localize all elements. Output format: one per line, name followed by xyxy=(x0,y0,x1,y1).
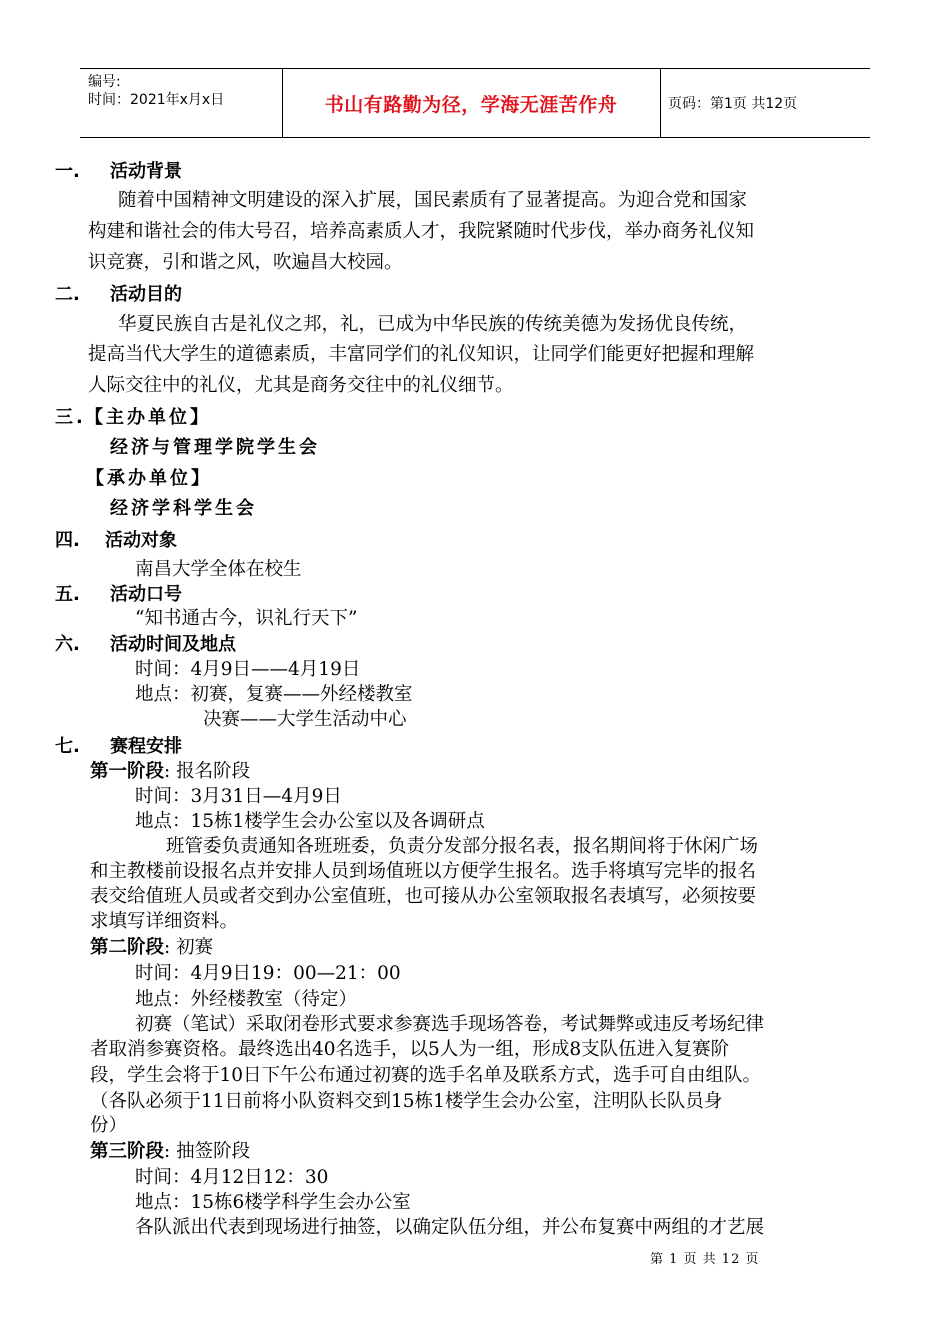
paragraph-line: 段，学生会将于10日下午公布通过初赛的选手名单及联系方式，选手可自由组队。 xyxy=(90,1065,762,1086)
paragraph-line: 识竞赛，引和谐之风，吹遍昌大校园。 xyxy=(88,252,403,273)
organizer-name: 经济与管理学院学生会 xyxy=(110,437,320,458)
section-heading xyxy=(55,406,211,430)
section-number: 六. xyxy=(55,634,80,655)
section-title: 活动对象 xyxy=(105,530,177,551)
slogan-text: “知书通古今，识礼行天下” xyxy=(135,608,358,629)
paragraph-line: 华夏民族自古是礼仪之邦，礼，已成为中华民族的传统美德为发扬优良传统， xyxy=(118,314,748,335)
stage-heading xyxy=(90,936,213,960)
section-heading xyxy=(55,735,182,759)
stage-time: 时间：3月31日—4月9日 xyxy=(135,786,342,807)
header-number-label: 编号: xyxy=(88,74,121,90)
section-title: 活动口号 xyxy=(110,584,182,605)
section-title: 活动目的 xyxy=(110,284,182,305)
section-number: 三. xyxy=(55,407,86,428)
paragraph-line: （各队必须于11日前将小队资料交到15栋1楼学生会办公室，注明队长队员身 xyxy=(90,1091,723,1112)
stage-heading xyxy=(90,760,250,784)
stage-place: 地点：15栋1楼学生会办公室以及各调研点 xyxy=(135,811,485,832)
stage-place: 地点：15栋6楼学科学生会办公室 xyxy=(135,1192,411,1213)
section-number: 七. xyxy=(55,736,80,757)
stage-time: 时间：4月12日12：30 xyxy=(135,1167,329,1188)
stage-name: : 抽签阶段 xyxy=(164,1141,251,1162)
paragraph-line: 构建和谐社会的伟大号召，培养高素质人才，我院紧随时代步伐，举办商务礼仪知 xyxy=(88,221,755,242)
event-place-final: 决赛——大学生活动中心 xyxy=(203,709,407,730)
paragraph-line: 表交给值班人员或者交到办公室值班，也可接从办公室领取报名表填写，必须按要 xyxy=(90,886,757,907)
stage-name: : 初赛 xyxy=(164,937,214,958)
stage-label: 第二阶段 xyxy=(90,937,165,958)
section-heading xyxy=(55,160,182,184)
section-number: 一. xyxy=(55,161,80,182)
section-heading xyxy=(55,283,182,307)
paragraph-line: 南昌大学全体在校生 xyxy=(135,559,302,580)
co-organizer-name: 经济学科学生会 xyxy=(110,498,257,519)
page-footer: 第 1 页 共 12 页 xyxy=(650,1252,760,1267)
paragraph-line: 份） xyxy=(90,1115,128,1136)
event-place: 地点：初赛，复赛——外经楼教室 xyxy=(135,684,413,705)
section-heading xyxy=(55,633,236,657)
header-motto: 书山有路勤为径，学海无涯苦作舟 xyxy=(324,93,618,116)
section-title: 赛程安排 xyxy=(110,736,182,757)
paragraph-line: 和主教楼前设报名点并安排人员到场值班以方便学生报名。选手将填写完毕的报名 xyxy=(90,861,757,882)
paragraph-line: 班管委负责通知各班班委，负责分发部分报名表，报名期间将于休闲广场 xyxy=(166,836,759,857)
section-subtitle: 【承办单位】 xyxy=(86,468,212,489)
stage-name: : 报名阶段 xyxy=(164,761,251,782)
paragraph-line: 提高当代大学生的道德素质，丰富同学们的礼仪知识，让同学们能更好把握和理解 xyxy=(88,344,755,365)
paragraph-line: 求填写详细资料。 xyxy=(90,911,239,932)
paragraph-line: 随着中国精神文明建设的深入扩展，国民素质有了显著提高。为迎合党和国家 xyxy=(118,190,748,211)
section-number: 五. xyxy=(55,584,80,605)
section-title: 活动背景 xyxy=(110,161,182,182)
header-page-info: 页码：第1页 共12页 xyxy=(668,96,798,112)
header-date: 时间：2021年x月x日 xyxy=(88,92,225,108)
header-meta xyxy=(88,73,224,109)
header-divider xyxy=(660,69,661,137)
stage-place: 地点：外经楼教室（待定） xyxy=(135,989,358,1010)
section-number: 二. xyxy=(55,284,80,305)
section-number: 四. xyxy=(55,530,80,551)
section-title: 【主办单位】 xyxy=(85,407,211,428)
paragraph-line: 者取消参赛资格。最终选出40名选手，以5人为一组，形成8支队伍进入复赛阶 xyxy=(90,1039,730,1060)
document-header xyxy=(80,68,870,138)
paragraph-line: 各队派出代表到现场进行抽签，以确定队伍分组，并公布复赛中两组的才艺展 xyxy=(135,1217,765,1238)
paragraph-line: 初赛（笔试）采取闭卷形式要求参赛选手现场答卷，考试舞弊或违反考场纪律 xyxy=(135,1014,765,1035)
section-title: 活动时间及地点 xyxy=(110,634,236,655)
paragraph-line: 人际交往中的礼仪，尤其是商务交往中的礼仪细节。 xyxy=(88,375,514,396)
stage-label: 第一阶段 xyxy=(90,761,165,782)
section-heading xyxy=(55,529,177,553)
stage-time: 时间：4月9日19：00—21：00 xyxy=(135,963,401,984)
section-heading xyxy=(55,583,182,607)
stage-label: 第三阶段 xyxy=(90,1141,165,1162)
stage-heading xyxy=(90,1140,250,1164)
event-time: 时间：4月9日——4月19日 xyxy=(135,659,361,680)
